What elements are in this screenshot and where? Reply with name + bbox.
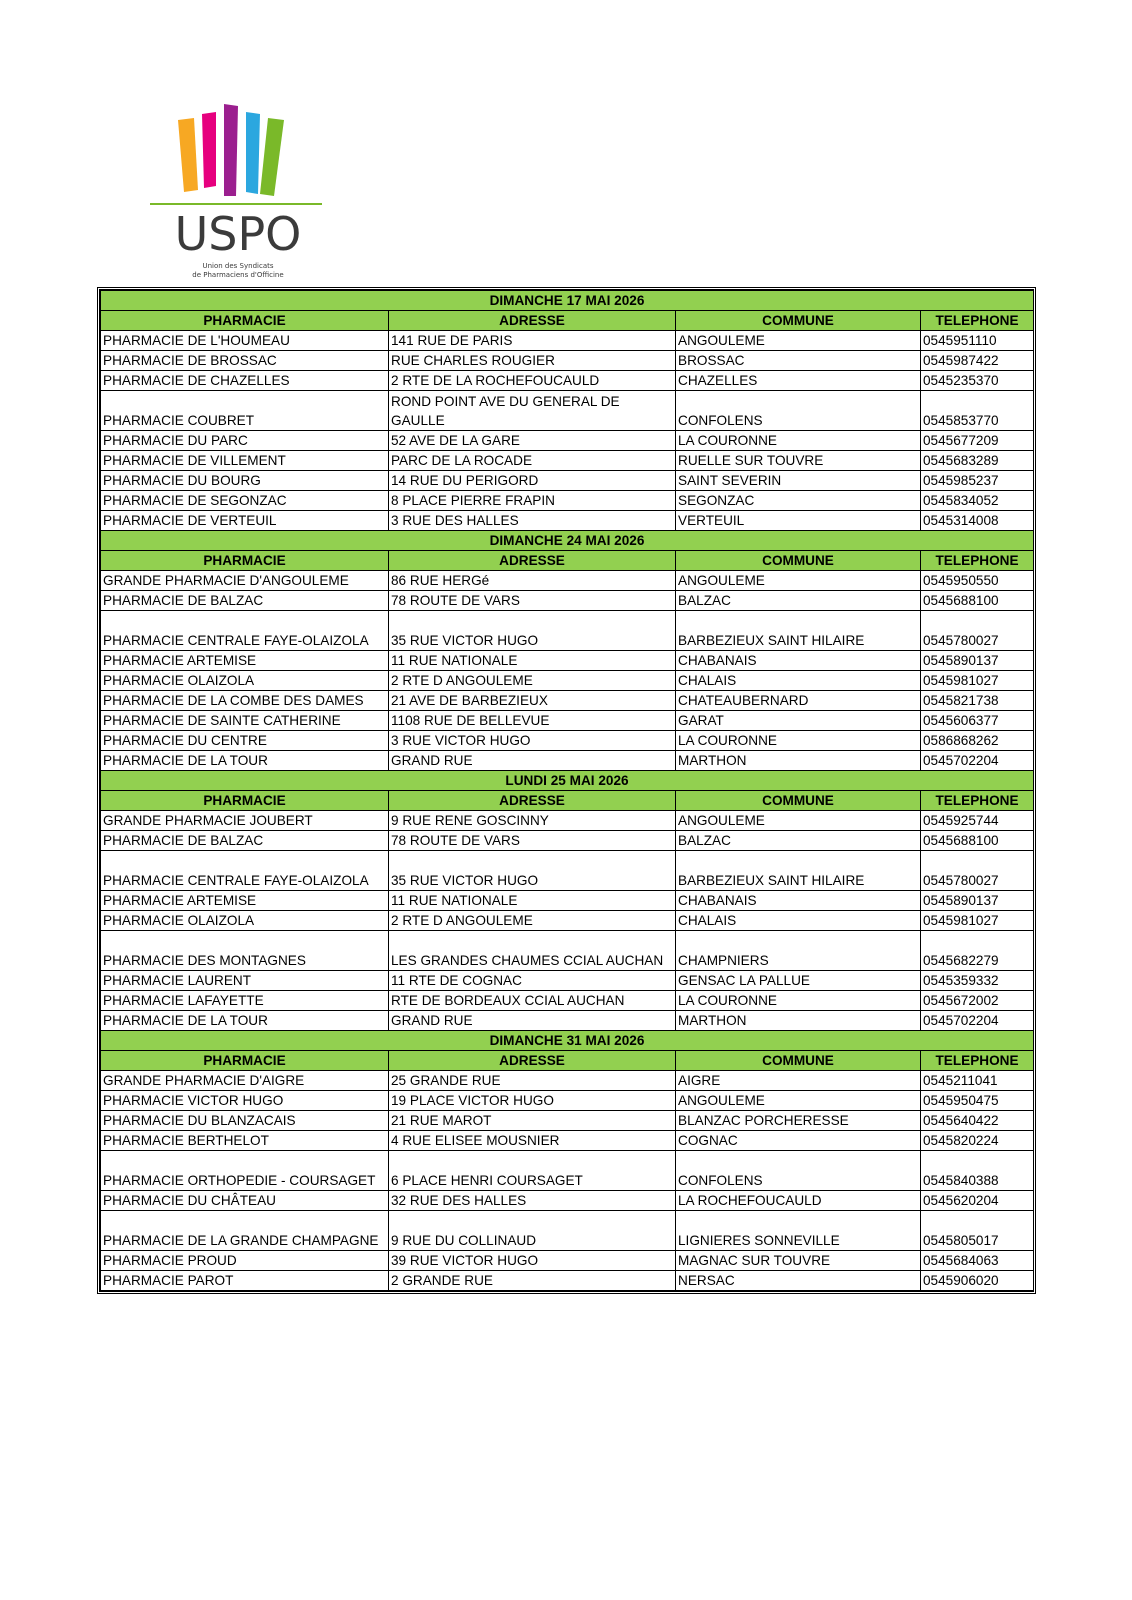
cell-adresse: 6 PLACE HENRI COURSAGET <box>389 1151 676 1191</box>
column-header-telephone: TELEPHONE <box>921 311 1034 331</box>
column-header-adresse: ADRESSE <box>389 551 676 571</box>
column-header-adresse: ADRESSE <box>389 791 676 811</box>
section-date: DIMANCHE 31 MAI 2026 <box>101 1031 1034 1051</box>
cell-commune: BARBEZIEUX SAINT HILAIRE <box>676 851 921 891</box>
cell-telephone: 0545950475 <box>921 1091 1034 1111</box>
table-row <box>101 371 1034 391</box>
cell-telephone: 0545906020 <box>921 1271 1034 1291</box>
cell-telephone: 0545640422 <box>921 1111 1034 1131</box>
cell-pharmacie: PHARMACIE DE VILLEMENT <box>101 451 389 471</box>
cell-adresse: 4 RUE ELISEE MOUSNIER <box>389 1131 676 1151</box>
cell-pharmacie: PHARMACIE LAURENT <box>101 971 389 991</box>
cell-adresse: 1108 RUE DE BELLEVUE <box>389 711 676 731</box>
table-row <box>101 611 1034 651</box>
cell-telephone: 0545702204 <box>921 1011 1034 1031</box>
cell-pharmacie: PHARMACIE LAFAYETTE <box>101 991 389 1011</box>
cell-adresse: 2 RTE DE LA ROCHEFOUCAULD <box>389 371 676 391</box>
section-date: DIMANCHE 24 MAI 2026 <box>101 531 1034 551</box>
header-row <box>101 311 1034 331</box>
cell-telephone: 0545684063 <box>921 1251 1034 1271</box>
cell-adresse: 3 RUE DES HALLES <box>389 511 676 531</box>
cell-adresse: 21 AVE DE BARBEZIEUX <box>389 691 676 711</box>
cell-adresse: 2 RTE D ANGOULEME <box>389 671 676 691</box>
table-row <box>101 931 1034 971</box>
table-row <box>101 1071 1034 1091</box>
table-row <box>101 1091 1034 1111</box>
column-header-adresse: ADRESSE <box>389 1051 676 1071</box>
cell-pharmacie: PHARMACIE DE LA GRANDE CHAMPAGNE <box>101 1211 389 1251</box>
cell-telephone: 0545688100 <box>921 591 1034 611</box>
table-row <box>101 991 1034 1011</box>
cell-telephone: 0545702204 <box>921 751 1034 771</box>
cell-telephone: 0545677209 <box>921 431 1034 451</box>
cell-telephone: 0545235370 <box>921 371 1034 391</box>
cell-adresse: 141 RUE DE PARIS <box>389 331 676 351</box>
table-row <box>101 1191 1034 1211</box>
column-header-telephone: TELEPHONE <box>921 1051 1034 1071</box>
cell-pharmacie: PHARMACIE DE L'HOUMEAU <box>101 331 389 351</box>
cell-commune: GARAT <box>676 711 921 731</box>
table-row <box>101 391 1034 431</box>
cell-adresse: 21 RUE MAROT <box>389 1111 676 1131</box>
logo-stripe-magenta <box>202 112 216 188</box>
cell-adresse: 11 RUE NATIONALE <box>389 891 676 911</box>
cell-pharmacie: PHARMACIE BERTHELOT <box>101 1131 389 1151</box>
cell-commune: ANGOULEME <box>676 1091 921 1111</box>
table-row <box>101 651 1034 671</box>
cell-adresse: LES GRANDES CHAUMES CCIAL AUCHAN <box>389 931 676 971</box>
cell-telephone: 0545951110 <box>921 331 1034 351</box>
cell-pharmacie: PHARMACIE VICTOR HUGO <box>101 1091 389 1111</box>
cell-commune: MARTHON <box>676 751 921 771</box>
cell-adresse: 2 GRANDE RUE <box>389 1271 676 1291</box>
table-row <box>101 491 1034 511</box>
cell-pharmacie: GRANDE PHARMACIE JOUBERT <box>101 811 389 831</box>
cell-pharmacie: PHARMACIE OLAIZOLA <box>101 671 389 691</box>
cell-adresse: RUE CHARLES ROUGIER <box>389 351 676 371</box>
table-row <box>101 1211 1034 1251</box>
cell-adresse: 19 PLACE VICTOR HUGO <box>389 1091 676 1111</box>
cell-commune: LA COURONNE <box>676 731 921 751</box>
header-row <box>101 1051 1034 1071</box>
cell-commune: CHALAIS <box>676 671 921 691</box>
cell-pharmacie: PHARMACIE CENTRALE FAYE-OLAIZOLA <box>101 611 389 651</box>
table-row <box>101 751 1034 771</box>
cell-telephone: 0545853770 <box>921 391 1034 431</box>
table-row <box>101 911 1034 931</box>
cell-commune: COGNAC <box>676 1131 921 1151</box>
table-row <box>101 1011 1034 1031</box>
pharmacy-schedule <box>97 287 1036 1294</box>
logo-stripe-green <box>260 118 284 196</box>
cell-pharmacie: PHARMACIE DU BOURG <box>101 471 389 491</box>
cell-telephone: 0545683289 <box>921 451 1034 471</box>
cell-telephone: 0545925744 <box>921 811 1034 831</box>
table-row <box>101 971 1034 991</box>
logo-subtitle-1: Union des Syndicats <box>202 262 274 270</box>
column-header-pharmacie: PHARMACIE <box>101 551 389 571</box>
cell-pharmacie: PHARMACIE DE BALZAC <box>101 591 389 611</box>
cell-adresse: 14 RUE DU PERIGORD <box>389 471 676 491</box>
logo-stripe-blue <box>246 112 260 194</box>
table-row <box>101 1111 1034 1131</box>
cell-pharmacie: PHARMACIE DES MONTAGNES <box>101 931 389 971</box>
schedule-table <box>100 290 1034 1291</box>
cell-commune: MAGNAC SUR TOUVRE <box>676 1251 921 1271</box>
column-header-pharmacie: PHARMACIE <box>101 791 389 811</box>
table-row <box>101 671 1034 691</box>
cell-telephone: 0545314008 <box>921 511 1034 531</box>
cell-adresse: GRAND RUE <box>389 751 676 771</box>
cell-pharmacie: GRANDE PHARMACIE D'AIGRE <box>101 1071 389 1091</box>
cell-commune: BARBEZIEUX SAINT HILAIRE <box>676 611 921 651</box>
column-header-pharmacie: PHARMACIE <box>101 1051 389 1071</box>
column-header-commune: COMMUNE <box>676 311 921 331</box>
table-row <box>101 731 1034 751</box>
cell-commune: CONFOLENS <box>676 391 921 431</box>
table-row <box>101 691 1034 711</box>
cell-telephone: 0545805017 <box>921 1211 1034 1251</box>
table-row <box>101 851 1034 891</box>
cell-telephone: 0545672002 <box>921 991 1034 1011</box>
cell-adresse: 86 RUE HERGé <box>389 571 676 591</box>
cell-commune: LA ROCHEFOUCAULD <box>676 1191 921 1211</box>
cell-adresse: 9 RUE RENE GOSCINNY <box>389 811 676 831</box>
cell-commune: VERTEUIL <box>676 511 921 531</box>
cell-adresse: 2 RTE D ANGOULEME <box>389 911 676 931</box>
cell-adresse: 25 GRANDE RUE <box>389 1071 676 1091</box>
date-row <box>101 1031 1034 1051</box>
column-header-telephone: TELEPHONE <box>921 551 1034 571</box>
cell-telephone: 0545780027 <box>921 851 1034 891</box>
cell-commune: LA COURONNE <box>676 991 921 1011</box>
column-header-commune: COMMUNE <box>676 551 921 571</box>
cell-telephone: 0545840388 <box>921 1151 1034 1191</box>
cell-pharmacie: PHARMACIE CENTRALE FAYE-OLAIZOLA <box>101 851 389 891</box>
cell-telephone: 0545890137 <box>921 891 1034 911</box>
cell-telephone: 0545820224 <box>921 1131 1034 1151</box>
cell-commune: MARTHON <box>676 1011 921 1031</box>
cell-commune: BALZAC <box>676 591 921 611</box>
cell-telephone: 0545620204 <box>921 1191 1034 1211</box>
table-row <box>101 831 1034 851</box>
cell-telephone: 0545834052 <box>921 491 1034 511</box>
cell-commune: LA COURONNE <box>676 431 921 451</box>
logo-wordmark: USPO <box>174 207 302 261</box>
cell-pharmacie: PHARMACIE DE LA TOUR <box>101 1011 389 1031</box>
cell-adresse: 35 RUE VICTOR HUGO <box>389 611 676 651</box>
column-header-adresse: ADRESSE <box>389 311 676 331</box>
cell-commune: RUELLE SUR TOUVRE <box>676 451 921 471</box>
cell-pharmacie: PHARMACIE DE SAINTE CATHERINE <box>101 711 389 731</box>
cell-commune: CONFOLENS <box>676 1151 921 1191</box>
cell-telephone: 0545821738 <box>921 691 1034 711</box>
cell-pharmacie: PHARMACIE DU PARC <box>101 431 389 451</box>
cell-commune: CHAZELLES <box>676 371 921 391</box>
cell-adresse: 3 RUE VICTOR HUGO <box>389 731 676 751</box>
logo-subtitle-2: de Pharmaciens d'Officine <box>192 271 284 279</box>
table-row <box>101 1271 1034 1291</box>
table-row <box>101 891 1034 911</box>
column-header-commune: COMMUNE <box>676 1051 921 1071</box>
cell-adresse: 9 RUE DU COLLINAUD <box>389 1211 676 1251</box>
cell-adresse: PARC DE LA ROCADE <box>389 451 676 471</box>
cell-commune: NERSAC <box>676 1271 921 1291</box>
cell-commune: CHATEAUBERNARD <box>676 691 921 711</box>
cell-telephone: 0545682279 <box>921 931 1034 971</box>
cell-adresse: 11 RUE NATIONALE <box>389 651 676 671</box>
cell-adresse: 39 RUE VICTOR HUGO <box>389 1251 676 1271</box>
cell-pharmacie: PHARMACIE DE BROSSAC <box>101 351 389 371</box>
cell-commune: SEGONZAC <box>676 491 921 511</box>
table-row <box>101 511 1034 531</box>
table-row <box>101 351 1034 371</box>
table-row <box>101 331 1034 351</box>
table-row <box>101 811 1034 831</box>
date-row <box>101 531 1034 551</box>
cell-adresse: 35 RUE VICTOR HUGO <box>389 851 676 891</box>
cell-telephone: 0586868262 <box>921 731 1034 751</box>
table-row <box>101 711 1034 731</box>
cell-telephone: 0545211041 <box>921 1071 1034 1091</box>
cell-commune: ANGOULEME <box>676 811 921 831</box>
cell-pharmacie: PHARMACIE ARTEMISE <box>101 891 389 911</box>
header-row <box>101 551 1034 571</box>
cell-pharmacie: PHARMACIE DU CENTRE <box>101 731 389 751</box>
table-row <box>101 451 1034 471</box>
table-row <box>101 1251 1034 1271</box>
cell-telephone: 0545985237 <box>921 471 1034 491</box>
cell-telephone: 0545359332 <box>921 971 1034 991</box>
cell-telephone: 0545688100 <box>921 831 1034 851</box>
uspo-logo <box>150 100 330 280</box>
cell-pharmacie: PHARMACIE DE CHAZELLES <box>101 371 389 391</box>
cell-commune: CHALAIS <box>676 911 921 931</box>
cell-pharmacie: GRANDE PHARMACIE D'ANGOULEME <box>101 571 389 591</box>
date-row <box>101 771 1034 791</box>
cell-adresse: ROND POINT AVE DU GENERAL DE GAULLE <box>389 391 676 431</box>
cell-commune: CHABANAIS <box>676 651 921 671</box>
cell-commune: CHAMPNIERS <box>676 931 921 971</box>
table-row <box>101 471 1034 491</box>
logo-stripe-orange <box>178 118 198 192</box>
cell-pharmacie: PHARMACIE PROUD <box>101 1251 389 1271</box>
section-date: DIMANCHE 17 MAI 2026 <box>101 291 1034 311</box>
date-row <box>101 291 1034 311</box>
cell-adresse: 11 RTE DE COGNAC <box>389 971 676 991</box>
cell-telephone: 0545890137 <box>921 651 1034 671</box>
cell-pharmacie: PHARMACIE COUBRET <box>101 391 389 431</box>
cell-adresse: 78 ROUTE DE VARS <box>389 831 676 851</box>
cell-telephone: 0545950550 <box>921 571 1034 591</box>
cell-adresse: GRAND RUE <box>389 1011 676 1031</box>
cell-adresse: 8 PLACE PIERRE FRAPIN <box>389 491 676 511</box>
cell-pharmacie: PHARMACIE ORTHOPEDIE - COURSAGET <box>101 1151 389 1191</box>
cell-telephone: 0545780027 <box>921 611 1034 651</box>
cell-pharmacie: PHARMACIE DE BALZAC <box>101 831 389 851</box>
cell-adresse: RTE DE BORDEAUX CCIAL AUCHAN <box>389 991 676 1011</box>
column-header-pharmacie: PHARMACIE <box>101 311 389 331</box>
cell-commune: BALZAC <box>676 831 921 851</box>
cell-pharmacie: PHARMACIE ARTEMISE <box>101 651 389 671</box>
table-row <box>101 591 1034 611</box>
table-row <box>101 571 1034 591</box>
cell-pharmacie: PHARMACIE PAROT <box>101 1271 389 1291</box>
cell-pharmacie: PHARMACIE OLAIZOLA <box>101 911 389 931</box>
cell-telephone: 0545981027 <box>921 671 1034 691</box>
cell-pharmacie: PHARMACIE DE LA TOUR <box>101 751 389 771</box>
cell-commune: GENSAC LA PALLUE <box>676 971 921 991</box>
cell-pharmacie: PHARMACIE DU BLANZACAIS <box>101 1111 389 1131</box>
cell-telephone: 0545981027 <box>921 911 1034 931</box>
cell-commune: CHABANAIS <box>676 891 921 911</box>
logo-stripe-purple <box>224 104 238 196</box>
cell-pharmacie: PHARMACIE DE VERTEUIL <box>101 511 389 531</box>
cell-commune: BLANZAC PORCHERESSE <box>676 1111 921 1131</box>
cell-telephone: 0545606377 <box>921 711 1034 731</box>
cell-adresse: 78 ROUTE DE VARS <box>389 591 676 611</box>
cell-telephone: 0545987422 <box>921 351 1034 371</box>
cell-commune: ANGOULEME <box>676 331 921 351</box>
cell-commune: SAINT SEVERIN <box>676 471 921 491</box>
cell-commune: ANGOULEME <box>676 571 921 591</box>
cell-adresse: 32 RUE DES HALLES <box>389 1191 676 1211</box>
table-row <box>101 1131 1034 1151</box>
header-row <box>101 791 1034 811</box>
cell-commune: AIGRE <box>676 1071 921 1091</box>
cell-pharmacie: PHARMACIE DU CHÂTEAU <box>101 1191 389 1211</box>
table-row <box>101 431 1034 451</box>
column-header-telephone: TELEPHONE <box>921 791 1034 811</box>
cell-pharmacie: PHARMACIE DE SEGONZAC <box>101 491 389 511</box>
cell-commune: LIGNIERES SONNEVILLE <box>676 1211 921 1251</box>
cell-adresse: 52 AVE DE LA GARE <box>389 431 676 451</box>
table-row <box>101 1151 1034 1191</box>
cell-pharmacie: PHARMACIE DE LA COMBE DES DAMES <box>101 691 389 711</box>
section-date: LUNDI 25 MAI 2026 <box>101 771 1034 791</box>
cell-commune: BROSSAC <box>676 351 921 371</box>
column-header-commune: COMMUNE <box>676 791 921 811</box>
